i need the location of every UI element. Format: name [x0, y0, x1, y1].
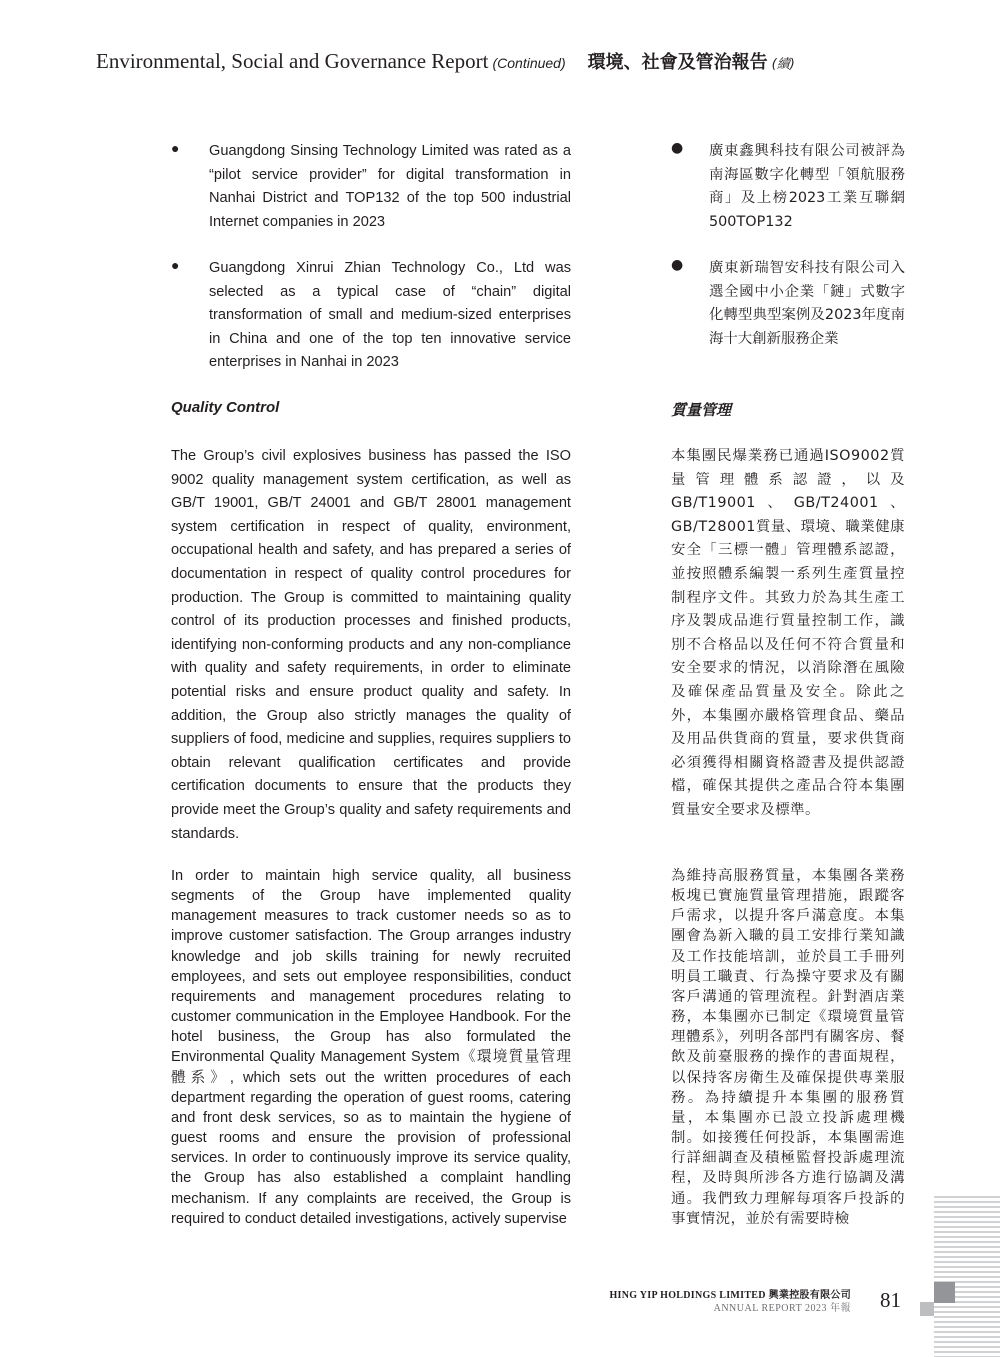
paragraph: The Group’s civil explosives business has passed the ISO 9002 quality management system certification, as well as GB/T 19001, GB/T 24001 and GB/T 28001 management system certification in respect of quality, environment, occupational health and safety, and has prepared a series of documentation in respect of quality control procedures for production. The Group is committed to maintaining quality control of its production processes and finished products, identifying non-conforming products and any non-compliance with quality and safety requirements, in order to eliminate potential risks and ensure product quality and safety. In addition, the Group also strictly manages the quality of suppliers of food, medicine and supplies, requires suppliers to obtain relevant qualification certificates and provide certification documents to ensure that the products they provide meet the Group’s quality and safety requirements and standards.: [171, 448, 571, 842]
report-title-zh: 環境、社會及管治報告: [587, 52, 768, 73]
footer-company-name: HING YIP HOLDINGS LIMITED 興業控股有限公司: [609, 1290, 851, 1301]
page-number: 81: [880, 1288, 901, 1312]
report-continued-zh: (續): [771, 57, 795, 72]
bullet-text: 廣東鑫興科技有限公司被評為南海區數字化轉型「領航服務商」及上榜2023工業互聯網500TOP132: [709, 143, 905, 230]
bullet-dot-icon: ●: [171, 257, 180, 273]
bullet-text: Guangdong Sinsing Technology Limited was rated as a “pilot service provider” for digital transformation in Nanhai District and TOP132 of the top 500 industrial Internet companies in 2023: [209, 143, 571, 230]
bullet-dot-icon: ●: [671, 140, 684, 156]
bullet-item: [671, 257, 905, 351]
bullet-item: [171, 257, 571, 375]
page-header: [96, 48, 940, 78]
decorative-stripes: [934, 1196, 1000, 1357]
decorative-square-dark: [934, 1282, 955, 1303]
report-continued-en: (Continued): [492, 55, 566, 71]
paragraph: In order to maintain high service quality, all business segments of the Group have implemented quality management measures to track customer needs so as to improve customer satisfaction. The Group arranges industry knowledge and job skills training for newly recruited employees, and sets out employee responsibilities, conduct requirements and management procedures relating to customer communication in the Employee Handbook. For the hotel business, the Group has also formulated the Environmental Quality Management System《環境質量管理體系》, which sets out the written procedures of each department regarding the operation of guest rooms, catering and front desk services, so as to maintain the hygiene of guest rooms and ensure the provision of professional services. In order to continuously improve its service quality, the Group has also established a complaint handling mechanism. If any complaints are received, the Group is required to conduct detailed investigations, actively supervise: [171, 868, 571, 1227]
bullet-dot-icon: ●: [171, 140, 180, 156]
section-heading: 質量管理: [671, 401, 732, 419]
bullet-text: 廣東新瑞智安科技有限公司入選全國中小企業「鏈」式數字化轉型典型案例及2023年度南海十大創新服務企業: [709, 260, 905, 347]
bullet-item: [171, 140, 571, 234]
decorative-square-light: [920, 1302, 934, 1316]
paragraph: 本集團民爆業務已通過ISO9002質量管理體系認證，以及GB/T19001、GB/T24001、GB/T28001質量、環境、職業健康安全「三標一體」管理體系認證，並按照體系編製一系列生產質量控制程序文件。其致力於為其生產工序及製成品進行質量控制工作，識別不合格品以及任何不符合質量和安全要求的情況，以消除潛在風險及確保產品質量及安全。除此之外，本集團亦嚴格管理食品、藥品及用品供貨商的質量，要求供貨商必須獲得相關資格證書及提供認證檔，確保其提供之產品合符本集團質量安全要求及標準。: [671, 448, 905, 818]
section-heading: Quality Control: [171, 399, 280, 416]
footer-report-name: ANNUAL REPORT 2023 年報: [713, 1303, 851, 1314]
report-title-en: Environmental, Social and Governance Report: [96, 49, 489, 73]
bullet-dot-icon: ●: [671, 257, 684, 273]
paragraph: 為維持高服務質量，本集團各業務板塊已實施質量管理措施，跟蹤客戶需求，以提升客戶滿意度。本集團會為新入職的員工安排行業知識及工作技能培訓，並於員工手冊列明員工職責、行為操守要求及有關客戶溝通的管理流程。針對酒店業務，本集團亦已制定《環境質量管理體系》，列明各部門有關客房、餐飲及前臺服務的操作的書面規程，以保持客房衛生及確保提供專業服務。為持續提升本集團的服務質量，本集團亦已設立投訴處理機制。如接獲任何投訴，本集團需進行詳細調查及積極監督投訴處理流程，及時與所涉各方進行協調及溝通。我們致力理解每項客戶投訴的事實情況，並於有需要時檢: [671, 868, 905, 1227]
bullet-item: [671, 140, 905, 234]
bullet-text: Guangdong Xinrui Zhian Technology Co., Ltd was selected as a typical case of “chain” digital transformation of small and medium-sized enterprises in China and one of the top ten innovative service enterprises in Nanhai in 2023: [209, 260, 571, 370]
